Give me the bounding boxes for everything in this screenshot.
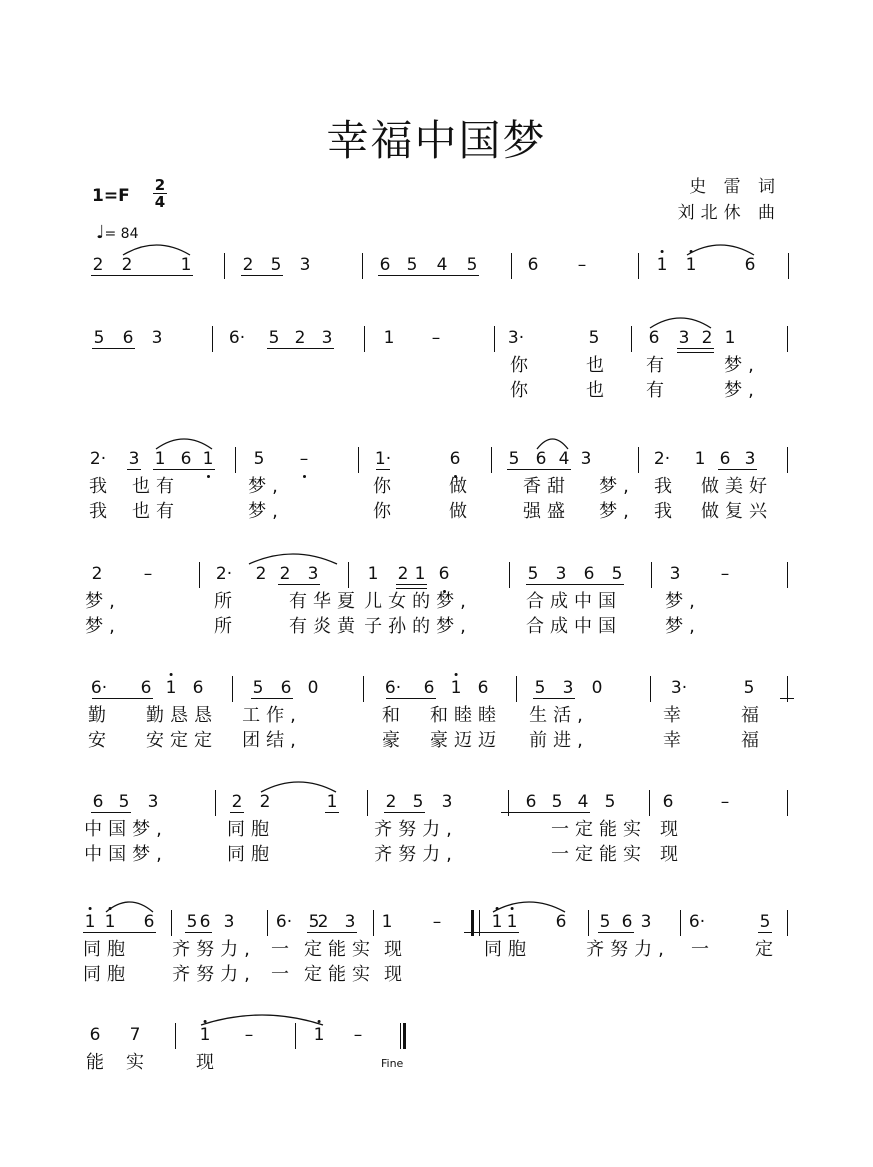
lyric-syllable: 你 <box>373 476 391 497</box>
slur-arc <box>537 439 568 449</box>
note: 5 <box>270 255 282 275</box>
quarter-note-icon: ♩ <box>96 222 105 243</box>
lyric-syllable: 做 <box>449 476 467 497</box>
note: 4 <box>436 255 448 275</box>
key-signature: 1=F <box>92 186 130 206</box>
lyric-line-verse-2 <box>0 615 873 639</box>
note: 1 <box>381 912 393 932</box>
lyric-syllable: 所 <box>214 591 232 612</box>
lyric-syllable: 儿女的梦, <box>364 591 472 612</box>
lyric-syllable: 现 <box>660 844 678 865</box>
note: 6 <box>583 564 595 584</box>
note: 6 <box>621 912 633 932</box>
score-system <box>0 447 873 557</box>
lyric-syllable: 勤恳恳 <box>146 705 218 726</box>
note: 6 <box>527 255 539 275</box>
note: 1 <box>507 910 518 934</box>
note: 6 <box>423 678 435 698</box>
slur-layer <box>0 447 873 477</box>
lyric-syllable: 也 <box>586 380 604 401</box>
lyricist-credit: 史 雷 词 <box>689 177 781 197</box>
score-system <box>0 790 873 900</box>
lyric-syllable: 所 <box>214 616 232 637</box>
lyric-syllable: 子孙的梦, <box>364 616 472 637</box>
lyric-syllable: 香甜 <box>523 476 571 497</box>
lyric-line-verse-1 <box>0 354 873 378</box>
note: 5 <box>118 792 130 812</box>
lyric-syllable: 梦, <box>599 476 635 497</box>
note: 1 <box>202 449 214 469</box>
note: 5 <box>412 792 424 812</box>
lyric-syllable: 和 <box>382 705 400 726</box>
note: 2 <box>259 792 271 812</box>
lyric-line-verse-2 <box>0 963 873 987</box>
lyric-syllable: 现 <box>196 1052 214 1073</box>
lyric-syllable: 同胞 <box>83 964 131 985</box>
note: 5 <box>308 912 320 932</box>
note: 6 <box>143 912 155 932</box>
note: 5 <box>759 912 771 932</box>
lyric-syllable: 梦, <box>248 501 284 522</box>
note: 4 <box>577 792 589 812</box>
slur-layer <box>0 1023 873 1053</box>
slur-layer <box>0 562 873 592</box>
note: 1 <box>367 564 379 584</box>
note: 6· <box>688 912 706 932</box>
note: 5 <box>508 449 520 469</box>
lyric-line-verse-1 <box>0 818 873 842</box>
composer-credit: 刘北休 曲 <box>677 203 781 223</box>
note: 5 <box>604 792 616 812</box>
note: 5 <box>527 564 539 584</box>
note: 6 <box>280 678 292 698</box>
note-extension: – <box>720 564 730 584</box>
lyric-line-verse-1 <box>0 475 873 499</box>
note: 3 <box>580 449 592 469</box>
note: 3 <box>678 328 690 348</box>
note: 2 <box>121 255 133 275</box>
note: 5 <box>588 328 600 348</box>
note: 1 <box>686 253 697 277</box>
lyric-syllable: 有 <box>646 355 664 376</box>
lyric-syllable: 豪迈迈 <box>430 730 502 751</box>
note: 6 <box>379 255 391 275</box>
note: 4 <box>558 449 570 469</box>
note: 2 <box>91 564 103 584</box>
lyric-syllable: 梦, <box>85 616 121 637</box>
note: 5 <box>743 678 755 698</box>
slur-layer <box>0 676 873 706</box>
lyric-syllable: 中国梦, <box>84 819 168 840</box>
lyric-syllable: 梦, <box>85 591 121 612</box>
lyric-syllable: 同胞 <box>227 819 275 840</box>
lyric-line-verse-1 <box>0 704 873 728</box>
lyric-syllable: 中国梦, <box>84 844 168 865</box>
lyric-line-verse-2 <box>0 729 873 753</box>
lyric-syllable: 和睦睦 <box>430 705 502 726</box>
note-extension: – <box>720 792 730 812</box>
lyric-syllable: 你 <box>510 355 528 376</box>
note: 3· <box>507 328 525 348</box>
note: 2 <box>255 564 267 584</box>
lyric-syllable: 梦, <box>248 476 284 497</box>
lyric-syllable: 福 <box>741 730 759 751</box>
lyric-syllable: 幸 <box>663 730 681 751</box>
lyric-line-verse-1 <box>0 938 873 962</box>
note: 2 <box>92 255 104 275</box>
lyric-syllable: 能 <box>86 1052 104 1073</box>
score-system <box>0 562 873 672</box>
note: 1 <box>326 792 338 812</box>
lyric-syllable: 也有 <box>132 501 180 522</box>
lyric-syllable: 梦, <box>665 591 701 612</box>
lyric-syllable: 幸 <box>663 705 681 726</box>
lyric-syllable: 定能实 <box>304 964 376 985</box>
note: 3 <box>744 449 756 469</box>
note: 3 <box>307 564 319 584</box>
note: 5 <box>611 564 623 584</box>
note: 1· <box>374 449 392 469</box>
lyric-syllable: 福 <box>741 705 759 726</box>
lyric-syllable: 一定能实 <box>551 844 647 865</box>
lyric-syllable: 我 <box>654 476 672 497</box>
note: 5 <box>186 912 198 932</box>
note: 1 <box>383 328 395 348</box>
note-extension: – <box>244 1025 254 1045</box>
note: 6· <box>275 912 293 932</box>
note-extension: – <box>431 328 441 348</box>
note: 0 <box>307 678 319 698</box>
note: 6· <box>228 328 246 348</box>
lyric-syllable: 强盛 <box>523 501 571 522</box>
note: 1 <box>105 910 116 934</box>
note: 5 <box>253 449 265 469</box>
lyric-syllable: 有 <box>646 380 664 401</box>
note: 6 <box>192 678 204 698</box>
note-extension: – <box>299 449 309 469</box>
note: 6 <box>477 678 489 698</box>
note: 0 <box>591 678 603 698</box>
note: 2 <box>231 792 243 812</box>
note: 3 <box>640 912 652 932</box>
score-system <box>0 910 873 1020</box>
lyric-syllable: 我 <box>89 476 107 497</box>
fine-marking: Fine <box>381 1057 404 1070</box>
lyric-syllable: 有华夏 <box>289 591 361 612</box>
note: 6 <box>525 792 537 812</box>
lyric-syllable: 梦, <box>599 501 635 522</box>
note-extension: – <box>143 564 153 584</box>
lyric-syllable: 齐努力, <box>172 939 256 960</box>
note: 6 <box>535 449 547 469</box>
note: 6 <box>449 449 461 469</box>
note: 5 <box>551 792 563 812</box>
lyric-line-verse-1 <box>0 590 873 614</box>
note-extension: – <box>577 255 587 275</box>
slur-layer <box>0 910 873 940</box>
lyric-syllable: 安 <box>88 730 106 751</box>
lyric-line-verse-1 <box>0 1051 873 1075</box>
note: 5 <box>252 678 264 698</box>
time-signature-bottom: 4 <box>154 193 166 211</box>
tempo-value: = 84 <box>104 226 139 242</box>
lyric-syllable: 梦, <box>665 616 701 637</box>
note-extension: – <box>432 912 442 932</box>
note: 6 <box>199 912 211 932</box>
lyric-syllable: 现 <box>660 819 678 840</box>
slur-arc <box>687 245 754 255</box>
note: 6 <box>744 255 756 275</box>
lyric-syllable: 勤 <box>88 705 106 726</box>
note: 5 <box>268 328 280 348</box>
note: 2 <box>317 912 329 932</box>
note: 3 <box>128 449 140 469</box>
note: 2 <box>279 564 291 584</box>
lyric-line-verse-2 <box>0 379 873 403</box>
note: 5 <box>93 328 105 348</box>
note: 3 <box>321 328 333 348</box>
note: 6 <box>719 449 731 469</box>
lyric-line-verse-2 <box>0 500 873 524</box>
note: 6 <box>662 792 674 812</box>
note: 2 <box>385 792 397 812</box>
slur-layer <box>0 253 873 283</box>
note: 3 <box>669 564 681 584</box>
lyric-syllable: 你 <box>510 380 528 401</box>
lyric-syllable: 你 <box>373 501 391 522</box>
note: 2 <box>242 255 254 275</box>
note: 6 <box>92 792 104 812</box>
note: 3 <box>562 678 574 698</box>
note: 5 <box>599 912 611 932</box>
lyric-syllable: 合成中国 <box>526 616 622 637</box>
lyric-syllable: 现 <box>384 964 402 985</box>
lyric-syllable: 齐努力, <box>586 939 670 960</box>
note: 5 <box>406 255 418 275</box>
lyric-syllable: 定 <box>755 939 773 960</box>
note: 6 <box>180 449 192 469</box>
lyric-syllable: 梦, <box>724 380 760 401</box>
lyric-syllable: 一 <box>271 964 289 985</box>
slur-arc <box>123 245 190 255</box>
time-signature-top: 2 <box>154 176 166 194</box>
note: 5 <box>534 678 546 698</box>
score-system <box>0 676 873 786</box>
slur-arc <box>106 902 153 912</box>
lyric-syllable: 定能实 <box>304 939 376 960</box>
note: 6 <box>648 328 660 348</box>
song-title: 幸福中国梦 <box>326 116 547 165</box>
note: 1 <box>166 676 177 700</box>
note: 3 <box>299 255 311 275</box>
slur-layer <box>0 790 873 820</box>
lyric-syllable: 一 <box>271 939 289 960</box>
lyric-syllable: 一 <box>691 939 709 960</box>
lyric-syllable: 做复兴 <box>701 501 773 522</box>
note: 1 <box>451 676 462 700</box>
note: 2 <box>397 564 409 584</box>
note: 6· <box>384 678 402 698</box>
note: 6 <box>89 1025 101 1045</box>
note: 6 <box>438 564 450 584</box>
note: 2· <box>653 449 671 469</box>
note: 3 <box>151 328 163 348</box>
score-system <box>0 326 873 436</box>
note: 3 <box>344 912 356 932</box>
note: 1 <box>724 328 736 348</box>
lyric-syllable: 我 <box>89 501 107 522</box>
note: 2 <box>294 328 306 348</box>
note: 6 <box>555 912 567 932</box>
lyric-syllable: 现 <box>384 939 402 960</box>
note: 3 <box>223 912 235 932</box>
lyric-syllable: 同胞 <box>227 844 275 865</box>
lyric-syllable: 安定定 <box>146 730 218 751</box>
lyric-syllable: 合成中国 <box>526 591 622 612</box>
lyric-syllable: 梦, <box>724 355 760 376</box>
note: 6· <box>90 678 108 698</box>
slur-layer <box>0 326 873 356</box>
lyric-syllable: 我 <box>654 501 672 522</box>
lyric-syllable: 齐努力, <box>172 964 256 985</box>
lyric-syllable: 齐努力, <box>374 844 458 865</box>
note: 3 <box>555 564 567 584</box>
lyric-syllable: 前进, <box>529 730 589 751</box>
note: 2· <box>215 564 233 584</box>
note: 6 <box>140 678 152 698</box>
note: 3 <box>441 792 453 812</box>
lyric-syllable: 也 <box>586 355 604 376</box>
lyric-syllable: 工作, <box>242 705 302 726</box>
lyric-syllable: 生活, <box>529 705 589 726</box>
note: 1 <box>154 449 166 469</box>
lyric-syllable: 有炎黄 <box>289 616 361 637</box>
lyric-syllable: 齐努力, <box>374 819 458 840</box>
lyric-syllable: 做 <box>449 501 467 522</box>
note: 1 <box>492 910 503 934</box>
lyric-syllable: 也有 <box>132 476 180 497</box>
lyric-syllable: 豪 <box>382 730 400 751</box>
note: 2· <box>89 449 107 469</box>
note: 5 <box>466 255 478 275</box>
note: 1 <box>657 253 668 277</box>
slur-arc <box>493 902 565 912</box>
note: 1 <box>314 1023 325 1047</box>
note-extension: – <box>353 1025 363 1045</box>
note: 6 <box>122 328 134 348</box>
note: 1 <box>200 1023 211 1047</box>
lyric-syllable: 做美好 <box>701 476 773 497</box>
lyric-syllable: 同胞 <box>484 939 532 960</box>
lyric-syllable: 同胞 <box>83 939 131 960</box>
note: 1 <box>694 449 706 469</box>
note: 1 <box>85 910 96 934</box>
score-system <box>0 1023 873 1133</box>
note: 3 <box>147 792 159 812</box>
lyric-syllable: 团结, <box>242 730 302 751</box>
lyric-syllable: 一定能实 <box>551 819 647 840</box>
slur-arc <box>156 439 212 449</box>
note: 3· <box>670 678 688 698</box>
note: 2 <box>701 328 713 348</box>
note: 7 <box>129 1025 141 1045</box>
tempo-marking <box>96 222 139 243</box>
lyric-syllable: 实 <box>126 1052 144 1073</box>
note: 1 <box>414 564 426 584</box>
note: 1 <box>180 255 192 275</box>
lyric-line-verse-2 <box>0 843 873 867</box>
